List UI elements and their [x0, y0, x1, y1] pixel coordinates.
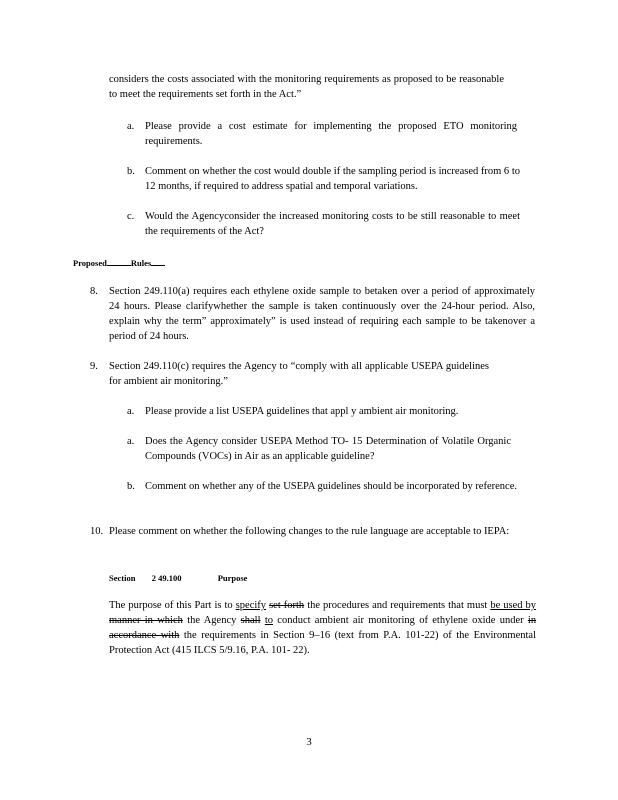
rule-insertion-1: specify — [235, 600, 267, 611]
question-8-number: 8. — [90, 286, 98, 297]
rule-text-segment-4: conduct ambient air monitoring of ethylene oxide under — [277, 615, 524, 626]
rule-section-label: Section — [109, 573, 136, 583]
rule-deletion-2: manner in which — [109, 615, 183, 626]
rule-text-paragraph — [109, 598, 536, 658]
rule-text-segment-1: The purpose of this Part is to — [109, 600, 233, 611]
page-number: 3 — [306, 736, 312, 748]
proposed-rules-heading — [73, 256, 165, 271]
rule-insertion-3: to — [264, 615, 273, 626]
rule-text-segment-3: the Agency — [187, 615, 237, 626]
q9-item-3-text: Comment on whether any of the USEPA guidelines should be incorporated by reference. — [145, 481, 517, 492]
rule-section-number: 2 49.100 — [151, 573, 182, 583]
rule-text-segment-5: the requirements in Section 9–16 (text from P.A. 101-22) of the Environmental Protection Act (415 ILCS 5/9.16, P.A. 101- 22). — [109, 630, 536, 656]
question-8-text: Section 249.110(a) requires each ethylene oxide sample to betaken over a period of approximately 24 hours. Please clarifywhether the sample is taken continuously over the 24-hour period. Also, explain why the term” approximately” is used instead of requiring each sample to be takenover a period of 24 hours. — [109, 286, 535, 342]
q9-item-3-label: b. — [127, 481, 135, 492]
rule-deletion-1: set forth — [269, 600, 305, 611]
rule-section-heading — [109, 571, 247, 586]
heading-word-rules: Rules — [130, 258, 152, 268]
question-10-text: Please comment on whether the following changes to the rule language are acceptable to IEPA: — [109, 526, 510, 537]
q9-item-1-text: Please provide a list USEPA guidelines that appl y ambient air monitoring. — [145, 406, 459, 417]
rule-insertion-2: be used by — [490, 600, 537, 611]
rule-text-segment-2: the procedures and requirements that must — [307, 600, 488, 611]
question-10-number: 10. — [90, 526, 104, 537]
question-9-number: 9. — [90, 361, 98, 372]
q9-item-2-text: Does the Agency consider USEPA Method TO- 15 Determination of Volatile Organic Compounds (VOCs) in Air as an applicable guideline? — [145, 436, 511, 462]
rule-deletion-3: shall — [240, 615, 261, 626]
intro-item-a-label: a. — [127, 121, 135, 132]
intro-paragraph: considers the costs associated with the monitoring requirements as proposed to be reasonable to meet the requirements set forth in the Act.” — [109, 74, 504, 100]
rule-deletion-4: in accordance with — [109, 615, 537, 641]
q9-item-1-label: a. — [127, 406, 135, 417]
intro-item-b-label: b. — [127, 166, 135, 177]
intro-item-c-text: Would the Agencyconsider the increased monitoring costs to be still reasonable to meet the requirements of the Act? — [145, 211, 520, 237]
intro-item-c-label: c. — [127, 211, 135, 222]
rule-section-title: Purpose — [217, 573, 248, 583]
intro-item-b-text: Comment on whether the cost would double if the sampling period is increased from 6 to 12 months, if required to address spatial and temporal variations. — [145, 166, 520, 192]
heading-word-proposed: Proposed — [73, 258, 107, 268]
question-9-text: Section 249.110(c) requires the Agency to “comply with all applicable USEPA guidelines for ambient air monitoring.” — [109, 361, 489, 387]
q9-item-2-label: a. — [127, 436, 135, 447]
intro-item-a-text: Please provide a cost estimate for implementing the proposed ETO monitoring requirements. — [145, 121, 517, 147]
